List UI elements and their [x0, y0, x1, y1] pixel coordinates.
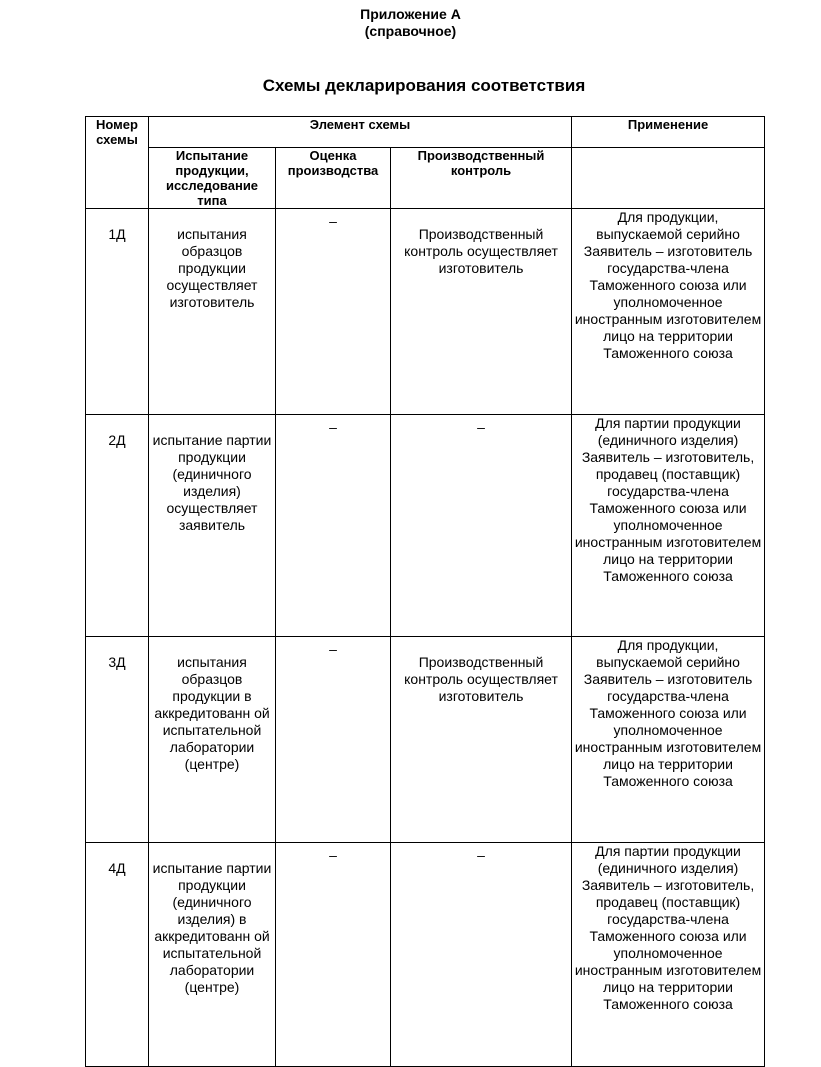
- testing-cell: испытание партии продукции (единичного изделия) осуществляет заявитель: [149, 415, 276, 637]
- control-cell: Производственный контроль осуществляет изготовитель: [391, 637, 572, 843]
- control-cell: [391, 843, 572, 1067]
- scheme-number: 3Д: [86, 637, 149, 843]
- appendix-label: Приложение А: [360, 6, 461, 22]
- control-cell: [391, 415, 572, 637]
- control-cell: Производственный контроль осуществляет изготовитель: [391, 209, 572, 415]
- header-application: Применение: [572, 117, 765, 148]
- header-scheme-element: Элемент схемы: [149, 117, 572, 148]
- assessment-cell: [276, 637, 391, 843]
- scheme-number: 2Д: [86, 415, 149, 637]
- scheme-number: 1Д: [86, 209, 149, 415]
- dash: –: [477, 847, 485, 863]
- assessment-cell: [276, 415, 391, 637]
- application-cell: Для партии продукции (единичного изделия) Заявитель – изготовитель, продавец (поставщик) государства-члена Таможенного союза или уполномоченное иностранным изготовителем лицо на территории Таможенного союза: [572, 415, 765, 637]
- assessment-cell: [276, 843, 391, 1067]
- dash: –: [329, 213, 337, 229]
- application-cell: Для партии продукции (единичного изделия) Заявитель – изготовитель, продавец (поставщик) государства-члена Таможенного союза или уполномоченное иностранным изготовителем лицо на территории Таможенного союза: [572, 843, 765, 1067]
- table-row: [86, 209, 765, 415]
- testing-cell: испытания образцов продукции в аккредитованн ой испытательной лаборатории (центре): [149, 637, 276, 843]
- header-row-2: [86, 148, 765, 209]
- table-row: [86, 843, 765, 1067]
- schemes-table: [85, 116, 765, 1067]
- table-row: [86, 415, 765, 637]
- appendix-heading: [0, 6, 821, 40]
- testing-cell: испытания образцов продукции осуществляет изготовитель: [149, 209, 276, 415]
- scheme-number: 4Д: [86, 843, 149, 1067]
- application-cell: Для продукции, выпускаемой серийно Заявитель – изготовитель государства-члена Таможенного союза или уполномоченное иностранным изготовителем лицо на территории Таможенного союза: [572, 637, 765, 843]
- header-application-empty: [572, 148, 765, 209]
- table-row: [86, 637, 765, 843]
- dash: –: [329, 419, 337, 435]
- document-title: Схемы декларирования соответствия: [262, 76, 586, 95]
- header-row-1: [86, 117, 765, 148]
- appendix-type: (справочное): [364, 23, 457, 39]
- header-production-assessment: Оценка производства: [276, 148, 391, 209]
- dash: –: [329, 641, 337, 657]
- header-scheme-number: Номер схемы: [86, 117, 149, 209]
- dash: –: [477, 419, 485, 435]
- header-production-control: Производственный контроль: [391, 148, 572, 209]
- dash: –: [329, 847, 337, 863]
- application-cell: Для продукции, выпускаемой серийно Заявитель – изготовитель государства-члена Таможенного союза или уполномоченное иностранным изготовителем лицо на территории Таможенного союза: [572, 209, 765, 415]
- testing-cell: испытание партии продукции (единичного изделия) в аккредитованн ой испытательной лаборатории (центре): [149, 843, 276, 1067]
- header-testing: Испытание продукции, исследование типа: [149, 148, 276, 209]
- assessment-cell: [276, 209, 391, 415]
